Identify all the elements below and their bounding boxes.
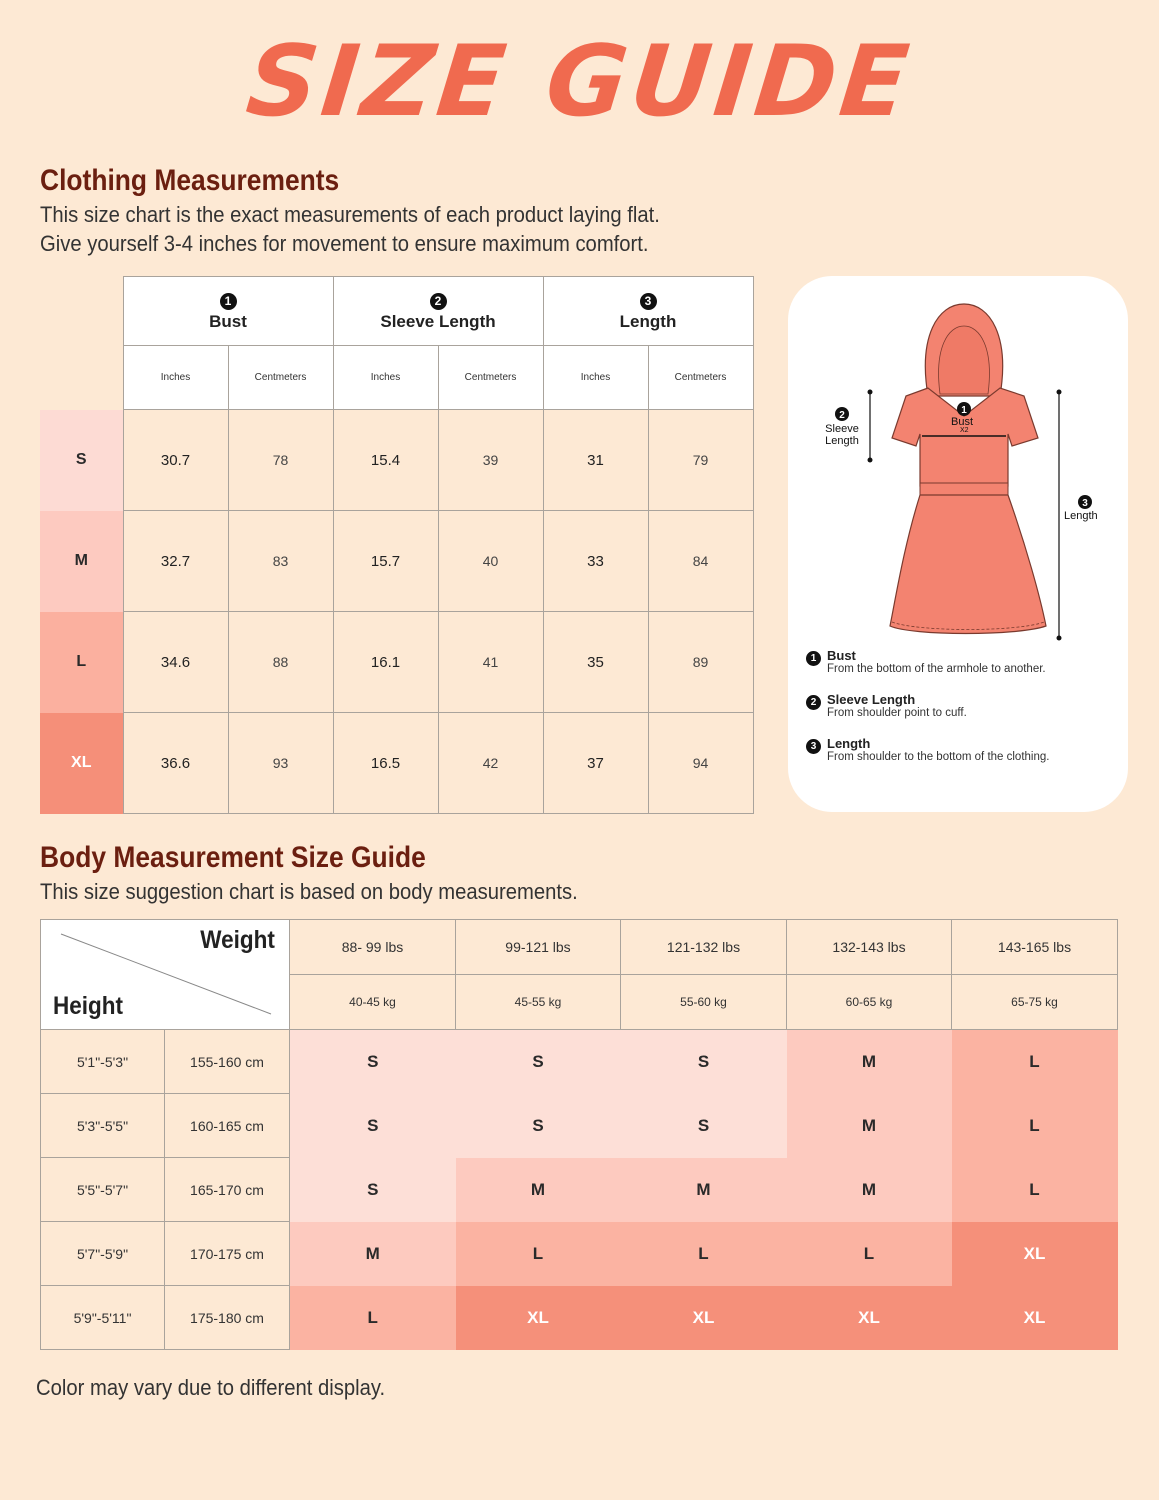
sleeve-inches: 16.1 [333,612,438,713]
legend-title: Bust [827,648,856,663]
legend-sleeve-length [806,692,967,719]
size-cell: XL [456,1286,621,1350]
weight-lbs-header: 99-121 lbs [456,920,621,975]
size-cell: M [290,1222,456,1286]
number-3-icon: 3 [640,293,657,310]
sleeve-cm: 41 [438,612,543,713]
table-row [40,511,753,612]
weight-height-corner [41,920,290,1030]
table-row [41,1158,1118,1222]
bust-cm: 93 [228,713,333,814]
weight-kg-header: 45-55 kg [456,975,621,1030]
length-cm: 89 [648,612,753,713]
unit-header: Inches [123,346,228,410]
size-cell: L [621,1222,787,1286]
legend-length [806,736,1049,763]
unit-header: Centmeters [438,346,543,410]
sleeve-cm: 39 [438,410,543,511]
height-ft: 5'7"-5'9" [41,1222,165,1286]
unit-header: Inches [333,346,438,410]
size-label-m: M [40,511,123,612]
length-inches: 33 [543,511,648,612]
unit-header: Centmeters [228,346,333,410]
table-row [41,1222,1118,1286]
color-disclaimer: Color may vary due to different display. [36,1375,386,1400]
weight-kg-header: 55-60 kg [621,975,787,1030]
size-cell: S [290,1158,456,1222]
weight-kg-header: 40-45 kg [290,975,456,1030]
size-cell: L [952,1094,1118,1158]
svg-text:1: 1 [961,405,967,416]
clothing-desc-line2: Give yourself 3-4 inches for movement to ensure maximum comfort. [40,231,649,256]
column-header-label: Length [619,312,677,331]
body-heading: Body Measurement Size Guide [40,841,426,874]
size-cell: M [456,1158,621,1222]
column-header-label: Sleeve Length [380,312,496,331]
legend-desc: From the bottom of the armhole to another. [827,663,1046,675]
size-cell: L [952,1158,1118,1222]
height-cm: 175-180 cm [165,1286,290,1350]
size-label-s: S [40,410,123,511]
dress-diagram-card [788,276,1128,812]
size-label-l: L [40,612,123,713]
sleeve-inches: 15.7 [333,511,438,612]
table-row [41,1286,1118,1350]
page-title: SIZE GUIDE [241,25,918,139]
bust-inches: 34.6 [123,612,228,713]
bust-cm: 83 [228,511,333,612]
height-cm: 165-170 cm [165,1158,290,1222]
clothing-description [40,200,660,258]
height-cm: 160-165 cm [165,1094,290,1158]
size-cell: S [456,1094,621,1158]
weight-lbs-header: 121-132 lbs [621,920,787,975]
number-2-icon: 2 [430,293,447,310]
length-cm: 79 [648,410,753,511]
weight-kg-header: 60-65 kg [787,975,952,1030]
bust-inches: 32.7 [123,511,228,612]
size-cell: S [621,1094,787,1158]
bust-diagram-label: Bust [951,416,974,428]
height-ft: 5'5"-5'7" [41,1158,165,1222]
clothing-heading: Clothing Measurements [40,164,340,197]
number-3-icon: 3 [806,739,821,754]
size-cell: M [621,1158,787,1222]
weight-label: Weight [200,926,275,954]
legend-desc: From shoulder to the bottom of the clothing. [827,751,1050,763]
bust-inches: 36.6 [123,713,228,814]
column-header-label: Bust [209,312,247,331]
height-cm: 155-160 cm [165,1030,290,1094]
size-cell: L [952,1030,1118,1094]
bust-inches: 30.7 [123,410,228,511]
sleeve-label-line1: Sleeve [825,423,859,435]
column-header-length [543,277,753,346]
unit-header: Centmeters [648,346,753,410]
height-ft: 5'3"-5'5" [41,1094,165,1158]
length-inches: 35 [543,612,648,713]
size-cell: L [787,1222,952,1286]
size-cell: S [290,1030,456,1094]
table-row [40,713,753,814]
clothing-measurements-table [40,276,754,814]
length-cm: 94 [648,713,753,814]
length-cm: 84 [648,511,753,612]
column-header-sleeve-length [333,277,543,346]
size-label-xl: XL [40,713,123,814]
size-cell: M [787,1094,952,1158]
body-measurement-table [40,919,1118,1350]
svg-text:2: 2 [839,410,845,421]
size-cell: M [787,1158,952,1222]
sleeve-diagram-label [820,423,864,447]
bust-x2-label: X2 [960,427,969,434]
legend-title: Length [827,736,871,751]
length-diagram-label: Length [1064,510,1098,522]
size-cell: S [290,1094,456,1158]
height-label: Height [53,992,124,1020]
legend-title: Sleeve Length [827,692,916,707]
size-cell: XL [952,1286,1118,1350]
number-1-icon: 1 [806,651,821,666]
legend-bust [806,648,1046,675]
sleeve-cm: 42 [438,713,543,814]
length-inches: 37 [543,713,648,814]
weight-kg-header: 65-75 kg [952,975,1118,1030]
svg-text:3: 3 [1082,498,1088,509]
size-cell: M [787,1030,952,1094]
legend-desc: From shoulder point to cuff. [827,707,967,719]
body-description: This size suggestion chart is based on body measurements. [40,879,578,904]
bust-cm: 88 [228,612,333,713]
size-cell: XL [621,1286,787,1350]
size-cell: XL [787,1286,952,1350]
size-cell: S [456,1030,621,1094]
size-cell: XL [952,1222,1118,1286]
table-row [40,410,753,511]
weight-lbs-header: 88- 99 lbs [290,920,456,975]
sleeve-inches: 15.4 [333,410,438,511]
height-cm: 170-175 cm [165,1222,290,1286]
sleeve-label-line2: Length [825,435,859,447]
size-cell: S [621,1030,787,1094]
table-row [41,1094,1118,1158]
table-corner-blank [40,277,123,346]
bust-cm: 78 [228,410,333,511]
size-cell: L [290,1286,456,1350]
column-header-bust [123,277,333,346]
number-2-icon: 2 [806,695,821,710]
table-corner-blank [40,346,123,410]
table-row [40,612,753,713]
height-ft: 5'1"-5'3" [41,1030,165,1094]
size-cell: L [456,1222,621,1286]
dress-illustration [788,276,1128,646]
clothing-desc-line1: This size chart is the exact measurements of each product laying flat. [40,202,660,227]
number-1-icon: 1 [220,293,237,310]
length-inches: 31 [543,410,648,511]
table-row [41,1030,1118,1094]
sleeve-cm: 40 [438,511,543,612]
height-ft: 5'9"-5'11" [41,1286,165,1350]
weight-lbs-header: 132-143 lbs [787,920,952,975]
weight-lbs-header: 143-165 lbs [952,920,1118,975]
sleeve-inches: 16.5 [333,713,438,814]
unit-header: Inches [543,346,648,410]
